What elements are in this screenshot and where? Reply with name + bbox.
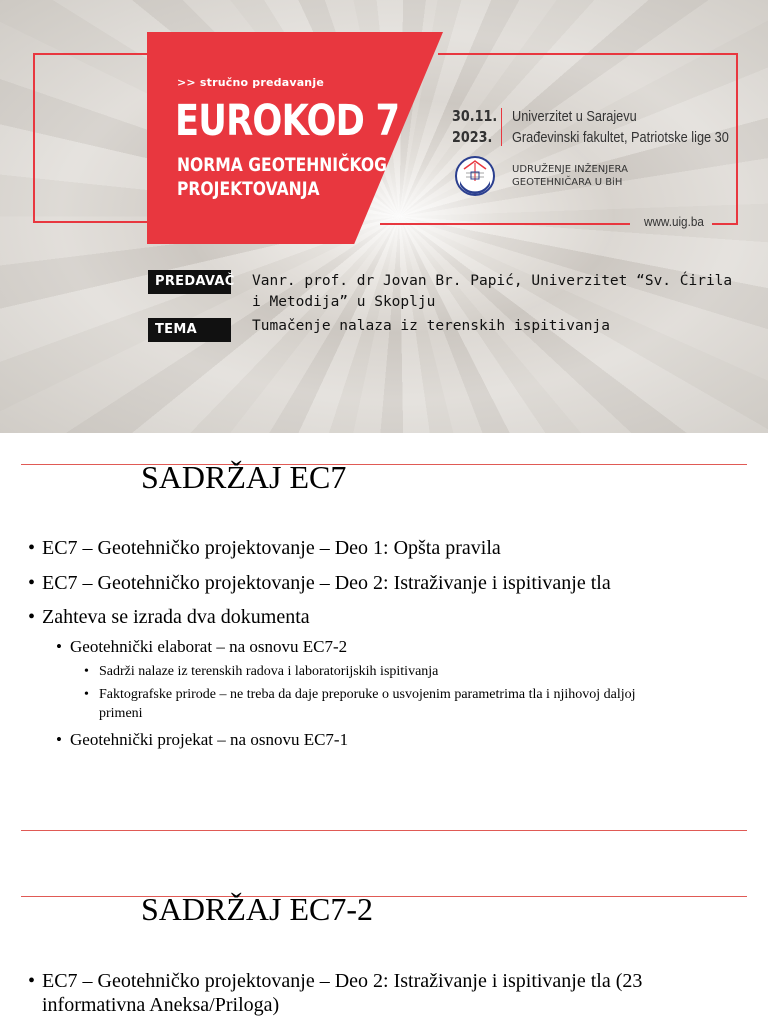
- frame-right-top: [438, 53, 738, 55]
- lecturer-label: PREDAVAČ: [148, 270, 231, 294]
- venue-line1: Univerzitet u Sarajevu: [512, 108, 637, 125]
- event-date-year: 2023.: [452, 128, 493, 146]
- slide2-bullet-1: • EC7 – Geotehničko projektovanje – Deo 2: Istraživanje i ispitivanje tla (23: [28, 970, 643, 992]
- date-separator: [501, 108, 502, 146]
- slide1-title: SADRŽAJ EC7: [141, 459, 347, 495]
- bullet-text: EC7 – Geotehničko projektovanje – Deo 2: Istraživanje i ispitivanje tla: [42, 572, 611, 594]
- frame-left: [33, 53, 148, 223]
- banner-subtitle: >> stručno predavanje: [177, 76, 324, 89]
- slide1-subsubbullet-1: • Sadrži nalaze iz terenskih radova i laboratorijskih ispitivanja: [84, 664, 439, 679]
- slide2-bullet-1-cont: informativna Aneksa/Priloga): [42, 994, 280, 1016]
- slide1-subbullet-2: • Geotehnički projekat – na osnovu EC7-1: [56, 730, 349, 749]
- bullet-text: Faktografske prirode – ne treba da daje preporuke o usvojenim parametrima tla i njihovoj daljoj: [99, 687, 636, 702]
- org-name-line1: UDRUŽENJE INŽENJERA: [512, 164, 628, 175]
- banner-title-line3: PROJEKTOVANJA: [177, 178, 320, 200]
- slide2-title: SADRŽAJ EC7-2: [141, 891, 374, 927]
- lecturer-text: Vanr. prof. dr Jovan Br. Papić, Univerzitet “Sv. Ćirila i Metodija” u Skoplju: [252, 273, 733, 310]
- slide1-subsubbullet-2: • Faktografske prirode – ne treba da daje preporuke o usvojenim parametrima tla i njihovoj daljoj: [84, 687, 636, 702]
- org-name-line2: GEOTEHNIČARA U BiH: [512, 177, 623, 188]
- association-logo-icon: [454, 155, 496, 197]
- venue-line2: Građevinski fakultet, Patriotske lige 30: [512, 129, 729, 146]
- bullet-text: Geotehnički elaborat – na osnovu EC7-2: [70, 637, 348, 656]
- bullet-text: Geotehnički projekat – na osnovu EC7-1: [70, 730, 349, 749]
- theme-text: Tumačenje nalaza iz terenskih ispitivanja: [252, 318, 610, 334]
- slide1-subbullet-1: • Geotehnički elaborat – na osnovu EC7-2: [56, 637, 348, 656]
- banner-title-line2: NORMA GEOTEHNIČKOG: [177, 154, 387, 176]
- event-date-day: 30.11.: [452, 107, 498, 125]
- website-link[interactable]: www.uig.ba: [644, 214, 704, 229]
- theme-label: TEMA: [148, 318, 231, 342]
- frame-right-bottom-end: [712, 223, 738, 225]
- slide1-bullet-2: • EC7 – Geotehničko projektovanje – Deo 2: Istraživanje i ispitivanje tla: [28, 572, 611, 594]
- bullet-text: Zahteva se izrada dva dokumenta: [42, 606, 310, 628]
- bullet-text: EC7 – Geotehničko projektovanje – Deo 1: Opšta pravila: [42, 537, 501, 559]
- bullet-text: Sadrži nalaze iz terenskih radova i laboratorijskih ispitivanja: [99, 664, 439, 679]
- banner-title: EUROKOD 7: [175, 96, 400, 146]
- slide1-top-rule: [21, 464, 747, 465]
- slide2-top-rule: [21, 896, 747, 897]
- slide1-bullet-1: • EC7 – Geotehničko projektovanje – Deo 1: Opšta pravila: [28, 537, 501, 559]
- event-banner: [0, 0, 768, 433]
- slide1-bottom-rule: [21, 830, 747, 831]
- slide1-subsubbullet-2-cont: primeni: [99, 706, 143, 721]
- frame-right-bottom: [380, 223, 630, 225]
- slide1-bullet-3: • Zahteva se izrada dva dokumenta: [28, 606, 310, 628]
- bullet-text: EC7 – Geotehničko projektovanje – Deo 2: Istraživanje i ispitivanje tla (23: [42, 970, 643, 992]
- frame-right-side: [736, 53, 738, 225]
